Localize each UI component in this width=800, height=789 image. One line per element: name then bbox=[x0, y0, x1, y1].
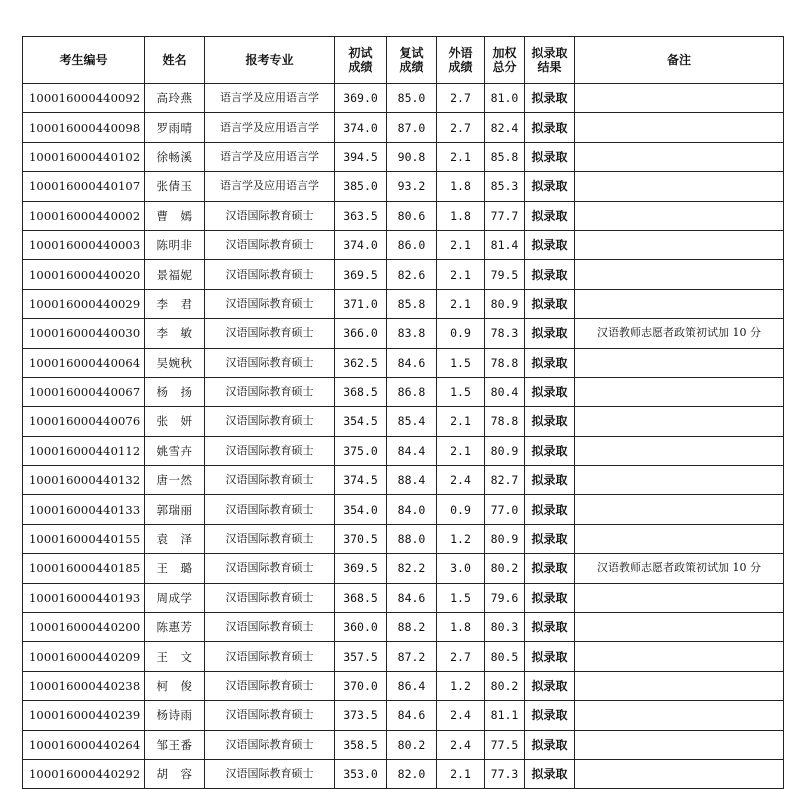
cell-result: 拟录取 bbox=[525, 583, 575, 612]
header-weighted bbox=[485, 37, 525, 84]
cell-retest-score: 90.8 bbox=[387, 142, 437, 171]
cell-major: 汉语国际教育硕士 bbox=[205, 348, 335, 377]
cell-note bbox=[575, 230, 784, 259]
cell-id: 100016000440292 bbox=[23, 759, 145, 788]
cell-id: 100016000440020 bbox=[23, 260, 145, 289]
cell-weighted-total: 82.4 bbox=[485, 113, 525, 142]
cell-major: 语言学及应用语言学 bbox=[205, 172, 335, 201]
cell-retest-score: 85.8 bbox=[387, 289, 437, 318]
cell-result: 拟录取 bbox=[525, 701, 575, 730]
cell-major: 汉语国际教育硕士 bbox=[205, 407, 335, 436]
header-foreign bbox=[437, 37, 485, 84]
cell-major: 汉语国际教育硕士 bbox=[205, 554, 335, 583]
cell-initial-score: 374.0 bbox=[335, 113, 387, 142]
cell-note bbox=[575, 730, 784, 759]
cell-retest-score: 83.8 bbox=[387, 319, 437, 348]
cell-major: 语言学及应用语言学 bbox=[205, 142, 335, 171]
cell-name: 袁 泽 bbox=[145, 524, 205, 553]
cell-foreign-score: 1.8 bbox=[437, 613, 485, 642]
table-row bbox=[23, 613, 784, 642]
table-row bbox=[23, 436, 784, 465]
cell-initial-score: 369.5 bbox=[335, 260, 387, 289]
cell-id: 100016000440200 bbox=[23, 613, 145, 642]
cell-note bbox=[575, 172, 784, 201]
header-retest bbox=[387, 37, 437, 84]
cell-result: 拟录取 bbox=[525, 230, 575, 259]
cell-result: 拟录取 bbox=[525, 84, 575, 113]
table-row bbox=[23, 172, 784, 201]
cell-weighted-total: 80.2 bbox=[485, 554, 525, 583]
cell-foreign-score: 1.2 bbox=[437, 524, 485, 553]
cell-initial-score: 369.0 bbox=[335, 84, 387, 113]
cell-foreign-score: 2.7 bbox=[437, 113, 485, 142]
cell-initial-score: 370.0 bbox=[335, 671, 387, 700]
cell-weighted-total: 78.8 bbox=[485, 407, 525, 436]
cell-foreign-score: 2.1 bbox=[437, 436, 485, 465]
cell-foreign-score: 1.5 bbox=[437, 377, 485, 406]
cell-foreign-score: 0.9 bbox=[437, 319, 485, 348]
table-row bbox=[23, 495, 784, 524]
cell-id: 100016000440092 bbox=[23, 84, 145, 113]
cell-retest-score: 82.6 bbox=[387, 260, 437, 289]
cell-foreign-score: 1.8 bbox=[437, 201, 485, 230]
cell-major: 汉语国际教育硕士 bbox=[205, 466, 335, 495]
cell-foreign-score: 0.9 bbox=[437, 495, 485, 524]
cell-note bbox=[575, 142, 784, 171]
cell-retest-score: 80.2 bbox=[387, 730, 437, 759]
cell-weighted-total: 81.0 bbox=[485, 84, 525, 113]
cell-id: 100016000440030 bbox=[23, 319, 145, 348]
cell-initial-score: 360.0 bbox=[335, 613, 387, 642]
cell-result: 拟录取 bbox=[525, 730, 575, 759]
cell-name: 邹王番 bbox=[145, 730, 205, 759]
cell-major: 汉语国际教育硕士 bbox=[205, 583, 335, 612]
header-result-line1: 拟录取 bbox=[531, 46, 568, 60]
cell-name: 徐畅溪 bbox=[145, 142, 205, 171]
cell-major: 汉语国际教育硕士 bbox=[205, 524, 335, 553]
cell-note bbox=[575, 671, 784, 700]
table-row bbox=[23, 642, 784, 671]
cell-id: 100016000440185 bbox=[23, 554, 145, 583]
table-row bbox=[23, 113, 784, 142]
cell-weighted-total: 77.5 bbox=[485, 730, 525, 759]
cell-weighted-total: 79.5 bbox=[485, 260, 525, 289]
cell-result: 拟录取 bbox=[525, 201, 575, 230]
table-row bbox=[23, 583, 784, 612]
header-foreign-line1: 外语 bbox=[448, 46, 473, 60]
cell-name: 陈明非 bbox=[145, 230, 205, 259]
cell-name: 周成学 bbox=[145, 583, 205, 612]
cell-weighted-total: 80.5 bbox=[485, 642, 525, 671]
cell-note bbox=[575, 289, 784, 318]
cell-foreign-score: 1.2 bbox=[437, 671, 485, 700]
cell-initial-score: 366.0 bbox=[335, 319, 387, 348]
cell-foreign-score: 1.5 bbox=[437, 583, 485, 612]
cell-foreign-score: 2.1 bbox=[437, 142, 485, 171]
cell-name: 张倩玉 bbox=[145, 172, 205, 201]
header-retest-line1: 复试 bbox=[399, 46, 424, 60]
cell-note bbox=[575, 201, 784, 230]
table-row bbox=[23, 84, 784, 113]
cell-initial-score: 375.0 bbox=[335, 436, 387, 465]
cell-name: 杨 扬 bbox=[145, 377, 205, 406]
cell-retest-score: 88.4 bbox=[387, 466, 437, 495]
cell-foreign-score: 2.7 bbox=[437, 84, 485, 113]
cell-name: 姚雪卉 bbox=[145, 436, 205, 465]
cell-initial-score: 358.5 bbox=[335, 730, 387, 759]
cell-foreign-score: 2.1 bbox=[437, 407, 485, 436]
cell-result: 拟录取 bbox=[525, 642, 575, 671]
cell-weighted-total: 80.9 bbox=[485, 436, 525, 465]
header-name: 姓名 bbox=[145, 37, 205, 84]
cell-retest-score: 87.2 bbox=[387, 642, 437, 671]
header-initial-line1: 初试 bbox=[348, 46, 373, 60]
cell-initial-score: 353.0 bbox=[335, 759, 387, 788]
cell-initial-score: 363.5 bbox=[335, 201, 387, 230]
cell-id: 100016000440133 bbox=[23, 495, 145, 524]
cell-name: 李 君 bbox=[145, 289, 205, 318]
cell-note bbox=[575, 260, 784, 289]
cell-result: 拟录取 bbox=[525, 524, 575, 553]
cell-note bbox=[575, 583, 784, 612]
cell-id: 100016000440029 bbox=[23, 289, 145, 318]
cell-name: 唐一然 bbox=[145, 466, 205, 495]
cell-retest-score: 82.2 bbox=[387, 554, 437, 583]
cell-weighted-total: 80.9 bbox=[485, 289, 525, 318]
cell-retest-score: 85.0 bbox=[387, 84, 437, 113]
cell-result: 拟录取 bbox=[525, 113, 575, 142]
cell-note bbox=[575, 436, 784, 465]
cell-note bbox=[575, 377, 784, 406]
cell-retest-score: 93.2 bbox=[387, 172, 437, 201]
cell-note bbox=[575, 113, 784, 142]
cell-foreign-score: 2.1 bbox=[437, 230, 485, 259]
header-retest-line2: 成绩 bbox=[399, 60, 424, 74]
cell-id: 100016000440064 bbox=[23, 348, 145, 377]
header-weighted-line1: 加权 bbox=[492, 46, 517, 60]
cell-foreign-score: 2.1 bbox=[437, 260, 485, 289]
cell-foreign-score: 2.7 bbox=[437, 642, 485, 671]
admission-table bbox=[22, 36, 784, 789]
cell-weighted-total: 77.3 bbox=[485, 759, 525, 788]
cell-retest-score: 87.0 bbox=[387, 113, 437, 142]
cell-initial-score: 374.5 bbox=[335, 466, 387, 495]
cell-result: 拟录取 bbox=[525, 466, 575, 495]
cell-name: 陈惠芳 bbox=[145, 613, 205, 642]
cell-weighted-total: 85.3 bbox=[485, 172, 525, 201]
cell-major: 语言学及应用语言学 bbox=[205, 84, 335, 113]
cell-retest-score: 84.0 bbox=[387, 495, 437, 524]
cell-foreign-score: 1.5 bbox=[437, 348, 485, 377]
cell-id: 100016000440076 bbox=[23, 407, 145, 436]
cell-major: 语言学及应用语言学 bbox=[205, 113, 335, 142]
cell-note bbox=[575, 407, 784, 436]
header-foreign-line2: 成绩 bbox=[448, 60, 473, 74]
cell-weighted-total: 77.0 bbox=[485, 495, 525, 524]
cell-result: 拟录取 bbox=[525, 319, 575, 348]
cell-id: 100016000440112 bbox=[23, 436, 145, 465]
cell-note bbox=[575, 613, 784, 642]
cell-note bbox=[575, 495, 784, 524]
cell-major: 汉语国际教育硕士 bbox=[205, 436, 335, 465]
cell-result: 拟录取 bbox=[525, 348, 575, 377]
cell-initial-score: 371.0 bbox=[335, 289, 387, 318]
cell-foreign-score: 2.4 bbox=[437, 730, 485, 759]
cell-result: 拟录取 bbox=[525, 436, 575, 465]
table-row bbox=[23, 289, 784, 318]
cell-id: 100016000440067 bbox=[23, 377, 145, 406]
table-row bbox=[23, 230, 784, 259]
table-row bbox=[23, 319, 784, 348]
cell-note bbox=[575, 84, 784, 113]
cell-weighted-total: 81.1 bbox=[485, 701, 525, 730]
cell-retest-score: 84.6 bbox=[387, 583, 437, 612]
cell-result: 拟录取 bbox=[525, 759, 575, 788]
cell-major: 汉语国际教育硕士 bbox=[205, 730, 335, 759]
table-row bbox=[23, 701, 784, 730]
cell-result: 拟录取 bbox=[525, 260, 575, 289]
cell-major: 汉语国际教育硕士 bbox=[205, 642, 335, 671]
cell-id: 100016000440098 bbox=[23, 113, 145, 142]
header-result-line2: 结果 bbox=[537, 60, 562, 74]
cell-result: 拟录取 bbox=[525, 554, 575, 583]
header-initial-line2: 成绩 bbox=[348, 60, 373, 74]
cell-initial-score: 357.5 bbox=[335, 642, 387, 671]
cell-note bbox=[575, 759, 784, 788]
cell-name: 景福妮 bbox=[145, 260, 205, 289]
cell-major: 汉语国际教育硕士 bbox=[205, 260, 335, 289]
cell-initial-score: 354.0 bbox=[335, 495, 387, 524]
cell-retest-score: 88.0 bbox=[387, 524, 437, 553]
cell-foreign-score: 2.1 bbox=[437, 289, 485, 318]
cell-major: 汉语国际教育硕士 bbox=[205, 671, 335, 700]
header-id: 考生编号 bbox=[23, 37, 145, 84]
cell-initial-score: 370.5 bbox=[335, 524, 387, 553]
cell-note: 汉语教师志愿者政策初试加 10 分 bbox=[575, 554, 784, 583]
cell-initial-score: 394.5 bbox=[335, 142, 387, 171]
table-row bbox=[23, 524, 784, 553]
cell-retest-score: 82.0 bbox=[387, 759, 437, 788]
cell-retest-score: 84.6 bbox=[387, 348, 437, 377]
cell-name: 柯 俊 bbox=[145, 671, 205, 700]
cell-weighted-total: 80.4 bbox=[485, 377, 525, 406]
cell-retest-score: 84.6 bbox=[387, 701, 437, 730]
cell-major: 汉语国际教育硕士 bbox=[205, 319, 335, 348]
cell-id: 100016000440003 bbox=[23, 230, 145, 259]
cell-note bbox=[575, 466, 784, 495]
header-weighted-line2: 总分 bbox=[492, 60, 517, 74]
table-row bbox=[23, 466, 784, 495]
cell-id: 100016000440209 bbox=[23, 642, 145, 671]
cell-note bbox=[575, 348, 784, 377]
table-row bbox=[23, 348, 784, 377]
cell-result: 拟录取 bbox=[525, 377, 575, 406]
cell-major: 汉语国际教育硕士 bbox=[205, 613, 335, 642]
cell-initial-score: 362.5 bbox=[335, 348, 387, 377]
cell-initial-score: 368.5 bbox=[335, 377, 387, 406]
cell-foreign-score: 2.4 bbox=[437, 701, 485, 730]
cell-major: 汉语国际教育硕士 bbox=[205, 201, 335, 230]
cell-retest-score: 85.4 bbox=[387, 407, 437, 436]
cell-note: 汉语教师志愿者政策初试加 10 分 bbox=[575, 319, 784, 348]
header-major: 报考专业 bbox=[205, 37, 335, 84]
cell-result: 拟录取 bbox=[525, 495, 575, 524]
table-row bbox=[23, 142, 784, 171]
cell-name: 李 敏 bbox=[145, 319, 205, 348]
table-row bbox=[23, 730, 784, 759]
cell-id: 100016000440155 bbox=[23, 524, 145, 553]
cell-id: 100016000440107 bbox=[23, 172, 145, 201]
cell-weighted-total: 82.7 bbox=[485, 466, 525, 495]
cell-weighted-total: 80.2 bbox=[485, 671, 525, 700]
cell-id: 100016000440193 bbox=[23, 583, 145, 612]
table-row bbox=[23, 377, 784, 406]
cell-note bbox=[575, 642, 784, 671]
cell-result: 拟录取 bbox=[525, 289, 575, 318]
cell-name: 曹 嫣 bbox=[145, 201, 205, 230]
cell-result: 拟录取 bbox=[525, 172, 575, 201]
header-note: 备注 bbox=[575, 37, 784, 84]
cell-major: 汉语国际教育硕士 bbox=[205, 230, 335, 259]
cell-result: 拟录取 bbox=[525, 142, 575, 171]
cell-name: 罗雨晴 bbox=[145, 113, 205, 142]
cell-id: 100016000440002 bbox=[23, 201, 145, 230]
cell-weighted-total: 77.7 bbox=[485, 201, 525, 230]
header-row bbox=[23, 37, 784, 84]
cell-weighted-total: 80.9 bbox=[485, 524, 525, 553]
table-row bbox=[23, 554, 784, 583]
cell-foreign-score: 3.0 bbox=[437, 554, 485, 583]
cell-weighted-total: 81.4 bbox=[485, 230, 525, 259]
cell-result: 拟录取 bbox=[525, 613, 575, 642]
cell-result: 拟录取 bbox=[525, 671, 575, 700]
cell-retest-score: 88.2 bbox=[387, 613, 437, 642]
cell-weighted-total: 78.8 bbox=[485, 348, 525, 377]
cell-foreign-score: 2.1 bbox=[437, 759, 485, 788]
cell-name: 王 璐 bbox=[145, 554, 205, 583]
cell-name: 王 文 bbox=[145, 642, 205, 671]
cell-initial-score: 354.5 bbox=[335, 407, 387, 436]
table-row bbox=[23, 201, 784, 230]
cell-major: 汉语国际教育硕士 bbox=[205, 495, 335, 524]
cell-id: 100016000440102 bbox=[23, 142, 145, 171]
cell-initial-score: 373.5 bbox=[335, 701, 387, 730]
table-row bbox=[23, 260, 784, 289]
cell-name: 高玲燕 bbox=[145, 84, 205, 113]
cell-weighted-total: 85.8 bbox=[485, 142, 525, 171]
table-body bbox=[23, 84, 784, 789]
cell-initial-score: 374.0 bbox=[335, 230, 387, 259]
cell-retest-score: 84.4 bbox=[387, 436, 437, 465]
header-result bbox=[525, 37, 575, 84]
cell-major: 汉语国际教育硕士 bbox=[205, 759, 335, 788]
cell-major: 汉语国际教育硕士 bbox=[205, 701, 335, 730]
table-row bbox=[23, 671, 784, 700]
cell-major: 汉语国际教育硕士 bbox=[205, 377, 335, 406]
cell-id: 100016000440239 bbox=[23, 701, 145, 730]
table-row bbox=[23, 407, 784, 436]
cell-weighted-total: 80.3 bbox=[485, 613, 525, 642]
cell-id: 100016000440264 bbox=[23, 730, 145, 759]
cell-name: 张 妍 bbox=[145, 407, 205, 436]
cell-retest-score: 80.6 bbox=[387, 201, 437, 230]
cell-name: 胡 容 bbox=[145, 759, 205, 788]
cell-initial-score: 368.5 bbox=[335, 583, 387, 612]
cell-initial-score: 385.0 bbox=[335, 172, 387, 201]
header-initial bbox=[335, 37, 387, 84]
cell-weighted-total: 78.3 bbox=[485, 319, 525, 348]
cell-name: 郭瑞丽 bbox=[145, 495, 205, 524]
cell-note bbox=[575, 524, 784, 553]
cell-result: 拟录取 bbox=[525, 407, 575, 436]
cell-retest-score: 86.4 bbox=[387, 671, 437, 700]
cell-retest-score: 86.8 bbox=[387, 377, 437, 406]
table-row bbox=[23, 759, 784, 788]
cell-note bbox=[575, 701, 784, 730]
cell-initial-score: 369.5 bbox=[335, 554, 387, 583]
cell-name: 吴婉秋 bbox=[145, 348, 205, 377]
cell-name: 杨诗雨 bbox=[145, 701, 205, 730]
cell-foreign-score: 2.4 bbox=[437, 466, 485, 495]
cell-weighted-total: 79.6 bbox=[485, 583, 525, 612]
cell-retest-score: 86.0 bbox=[387, 230, 437, 259]
cell-id: 100016000440132 bbox=[23, 466, 145, 495]
cell-foreign-score: 1.8 bbox=[437, 172, 485, 201]
cell-id: 100016000440238 bbox=[23, 671, 145, 700]
cell-major: 汉语国际教育硕士 bbox=[205, 289, 335, 318]
